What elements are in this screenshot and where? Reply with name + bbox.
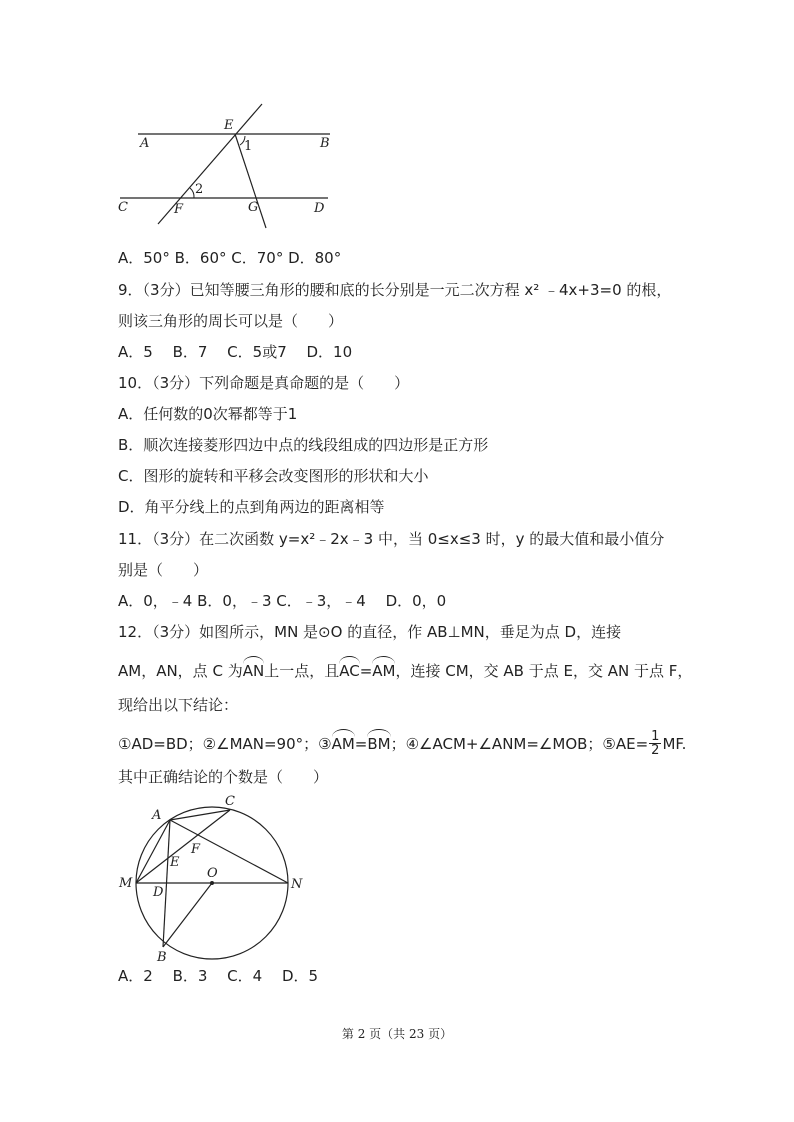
label-e: E <box>224 118 234 133</box>
q12-stem-line2 <box>118 659 692 681</box>
q10-option-d: D．角平分线上的点到角两边的距离相等 <box>118 498 385 516</box>
q12-options: A．2 B．3 C．4 D．5 <box>118 967 319 985</box>
arc-am: AM <box>372 659 395 681</box>
q12-conclusions <box>118 731 686 758</box>
q11-stem-line1: 11．（3分）在二次函数 y=x²﹣2x﹣3 中，当 0≤x≤3 时，y 的最大值和最小值分 <box>118 530 665 548</box>
arc-bm: BM <box>367 732 390 754</box>
angle-2-arc <box>190 188 194 198</box>
label-angle-1: 1 <box>244 139 253 154</box>
label-n: N <box>291 877 303 892</box>
q12-stem-line5: 其中正确结论的个数是（ ） <box>118 768 329 786</box>
fraction-denominator: 2 <box>651 743 660 758</box>
page-footer: 第 2 页（共 23 页） <box>341 1027 453 1041</box>
segment-am <box>136 820 170 883</box>
q11-options: A．0，﹣4 B．0，﹣3 C．﹣3，﹣4 D．0，0 <box>118 592 447 610</box>
q12-conclusion-text-1: ①AD=BD；②∠MAN=90°；③ <box>118 735 332 753</box>
label-f: F <box>174 202 184 217</box>
arc-ac: AC <box>339 659 359 681</box>
label-d: D <box>153 885 164 900</box>
q10-option-c: C．图形的旋转和平移会改变图形的形状和大小 <box>118 467 429 485</box>
label-a: A <box>152 808 162 823</box>
circle-figure <box>115 790 315 965</box>
arc-am-2: AM <box>332 732 355 754</box>
q12-stem-line1: 12．（3分）如图所示，MN 是⊙O 的直径，作 AB⊥MN，垂足为点 D，连接 <box>118 623 622 641</box>
center-point <box>210 881 214 885</box>
q9-stem-line1: 9．（3分）已知等腰三角形的腰和底的长分别是一元二次方程 x² ﹣4x+3=0 的根， <box>118 281 672 299</box>
fraction-one-half <box>649 730 661 757</box>
q12-conclusion-text-2: ；④∠ACM+∠ANM=∠MOB；⑤AE= <box>390 735 649 753</box>
segment-an <box>170 820 288 883</box>
q12-line2-text-2: 上一点，且 <box>264 662 340 680</box>
label-c: C <box>225 794 235 809</box>
q12-conclusion-text-3: MF. <box>662 735 687 753</box>
q10-option-b: B．顺次连接菱形四边中点的线段组成的四边形是正方形 <box>118 436 489 454</box>
q8-options: A．50° B．60° C．70° D．80° <box>118 249 342 267</box>
label-o: O <box>207 866 218 881</box>
fraction-numerator: 1 <box>651 729 660 744</box>
q10-stem: 10．（3分）下列命题是真命题的是（ ） <box>118 374 410 392</box>
q12-line2-text-3: ，连接 CM，交 AB 于点 E，交 AN 于点 F， <box>395 662 693 680</box>
q12-line2-text-1: AM，AN，点 C 为 <box>118 662 243 680</box>
label-c: C <box>118 200 128 215</box>
q9-options: A．5 B．7 C．5或7 D．10 <box>118 343 353 361</box>
label-angle-2: 2 <box>195 182 204 197</box>
arc-an: AN <box>243 659 264 681</box>
label-e: E <box>170 855 180 870</box>
label-m: M <box>119 876 133 891</box>
q10-option-a: A．任何数的0次幂都等于1 <box>118 405 298 423</box>
label-d: D <box>314 201 325 216</box>
label-a: A <box>140 136 150 151</box>
label-b: B <box>320 136 330 151</box>
q9-stem-line2: 则该三角形的周长可以是（ ） <box>118 312 344 330</box>
q11-stem-line2: 别是（ ） <box>118 561 209 579</box>
label-f: F <box>191 842 201 857</box>
q12-conclusion-equals: = <box>354 735 368 753</box>
q12-stem-line3: 现给出以下结论： <box>118 696 239 714</box>
q12-line2-equals: = <box>359 662 373 680</box>
label-b: B <box>157 950 167 965</box>
label-g: G <box>248 200 259 215</box>
segment-ob <box>163 883 212 947</box>
parallel-lines-figure <box>110 98 340 233</box>
